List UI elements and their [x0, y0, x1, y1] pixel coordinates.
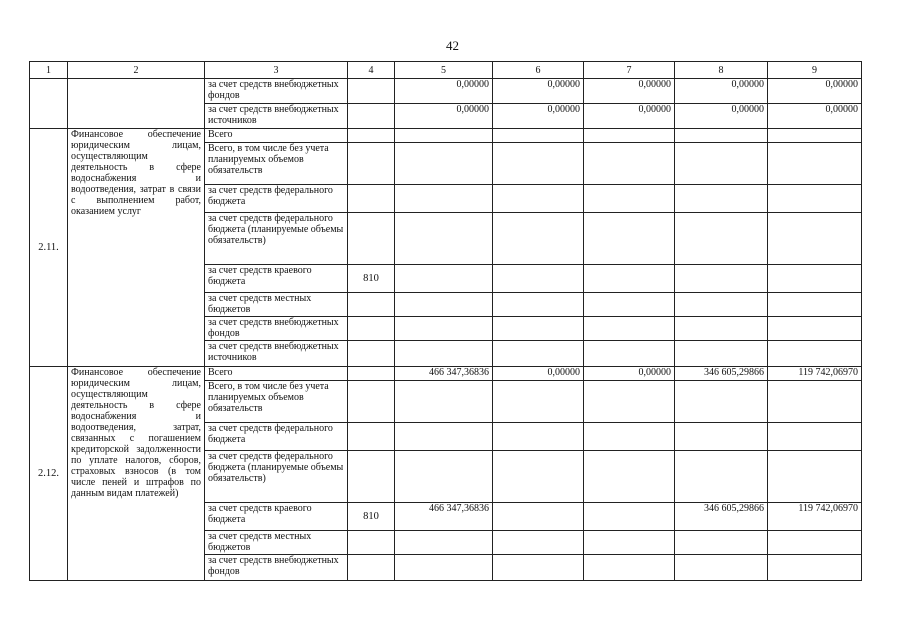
amount-cell: [584, 531, 675, 555]
budget-code: [348, 531, 395, 555]
amount-cell: [584, 317, 675, 341]
amount-cell: [675, 381, 768, 423]
budget-code: 810: [348, 503, 395, 531]
amount-cell: [675, 317, 768, 341]
budget-code: [348, 367, 395, 381]
budget-code: [348, 341, 395, 367]
amount-cell: 0,00000: [675, 79, 768, 104]
row-name-cell: [68, 79, 205, 129]
amount-cell: [768, 213, 862, 265]
amount-cell: [493, 213, 584, 265]
amount-cell: [675, 185, 768, 213]
funding-source-label: за счет средств краевого бюджета: [205, 503, 348, 531]
amount-cell: [768, 451, 862, 503]
funding-source-label: Всего, в том числе без учета планируемых объемов обязательств: [205, 381, 348, 423]
amount-cell: [768, 555, 862, 581]
amount-cell: [675, 341, 768, 367]
amount-cell: [395, 213, 493, 265]
amount-cell: [493, 531, 584, 555]
budget-code: [348, 143, 395, 185]
amount-cell: [768, 143, 862, 185]
amount-cell: [584, 451, 675, 503]
amount-cell: [768, 317, 862, 341]
budget-code: [348, 423, 395, 451]
amount-cell: [675, 531, 768, 555]
amount-cell: 466 347,36836: [395, 367, 493, 381]
amount-cell: [493, 265, 584, 293]
amount-cell: 346 605,29866: [675, 367, 768, 381]
amount-cell: 119 742,06970: [768, 503, 862, 531]
amount-cell: 0,00000: [493, 104, 584, 129]
amount-cell: [584, 555, 675, 581]
amount-cell: [493, 451, 584, 503]
funding-source-label: за счет средств краевого бюджета: [205, 265, 348, 293]
funding-source-label: за счет средств внебюджетных источников: [205, 104, 348, 129]
amount-cell: 119 742,06970: [768, 367, 862, 381]
amount-cell: [493, 143, 584, 185]
amount-cell: [675, 213, 768, 265]
column-header: 5: [395, 62, 493, 79]
amount-cell: [584, 503, 675, 531]
amount-cell: [493, 293, 584, 317]
amount-cell: [675, 451, 768, 503]
budget-code: [348, 317, 395, 341]
budget-table: [29, 61, 862, 581]
amount-cell: 466 347,36836: [395, 503, 493, 531]
funding-source-label: за счет средств внебюджетных источников: [205, 341, 348, 367]
amount-cell: [493, 341, 584, 367]
budget-code: [348, 293, 395, 317]
page-number: 42: [446, 38, 459, 53]
column-header: 2: [68, 62, 205, 79]
amount-cell: 0,00000: [768, 79, 862, 104]
budget-code: [348, 451, 395, 503]
funding-source-label: за счет средств внебюджетных фондов: [205, 555, 348, 581]
amount-cell: 0,00000: [584, 367, 675, 381]
budget-code: [348, 129, 395, 143]
amount-cell: 0,00000: [584, 104, 675, 129]
amount-cell: [493, 423, 584, 451]
amount-cell: [768, 129, 862, 143]
section-name: Финансовое обеспечение юридическим лицам, осуществляющим деятельность в сфере водоснабжения и водоотведения, затрат, связанных с погашением кредиторской задолженности по уплате налогов, сборов, страховых взносов (в том числе пеней и штрафов по данным видам платежей): [68, 367, 205, 581]
funding-source-label: за счет средств федерального бюджета (планируемые объемы обязательств): [205, 213, 348, 265]
amount-cell: [493, 317, 584, 341]
table-row: [30, 129, 862, 143]
funding-source-label: за счет средств внебюджетных фондов: [205, 79, 348, 104]
amount-cell: 346 605,29866: [675, 503, 768, 531]
amount-cell: 0,00000: [395, 104, 493, 129]
table-row: [30, 367, 862, 381]
amount-cell: [395, 381, 493, 423]
column-header: 1: [30, 62, 68, 79]
amount-cell: [395, 317, 493, 341]
funding-source-label: за счет средств местных бюджетов: [205, 293, 348, 317]
amount-cell: [768, 423, 862, 451]
section-number: 2.11.: [30, 129, 68, 367]
amount-cell: [395, 341, 493, 367]
amount-cell: [584, 381, 675, 423]
amount-cell: [584, 265, 675, 293]
funding-source-label: Всего: [205, 129, 348, 143]
amount-cell: [395, 143, 493, 185]
amount-cell: [768, 185, 862, 213]
amount-cell: [395, 265, 493, 293]
amount-cell: [493, 503, 584, 531]
amount-cell: 0,00000: [675, 104, 768, 129]
funding-source-label: Всего: [205, 367, 348, 381]
amount-cell: [395, 555, 493, 581]
amount-cell: [395, 129, 493, 143]
amount-cell: [584, 341, 675, 367]
amount-cell: [768, 531, 862, 555]
amount-cell: 0,00000: [584, 79, 675, 104]
header-row: [30, 62, 862, 79]
column-header: 3: [205, 62, 348, 79]
amount-cell: [493, 185, 584, 213]
funding-source-label: за счет средств федерального бюджета (планируемые объемы обязательств): [205, 451, 348, 503]
amount-cell: [584, 143, 675, 185]
amount-cell: [395, 451, 493, 503]
amount-cell: [493, 129, 584, 143]
amount-cell: [675, 555, 768, 581]
section-name: Финансовое обеспечение юридическим лицам, осуществляющим деятельность в сфере водоснабжения и водоотведения, затрат в связи с выполнением работ, оказанием услуг: [68, 129, 205, 367]
amount-cell: [493, 381, 584, 423]
amount-cell: [584, 129, 675, 143]
amount-cell: [768, 341, 862, 367]
amount-cell: [584, 185, 675, 213]
funding-source-label: за счет средств федерального бюджета: [205, 423, 348, 451]
amount-cell: [584, 213, 675, 265]
table-row: [30, 79, 862, 104]
budget-code: 810: [348, 265, 395, 293]
row-number-cell: [30, 79, 68, 129]
funding-source-label: за счет средств внебюджетных фондов: [205, 317, 348, 341]
column-header: 7: [584, 62, 675, 79]
budget-code: [348, 381, 395, 423]
amount-cell: [675, 143, 768, 185]
amount-cell: [675, 265, 768, 293]
column-header: 9: [768, 62, 862, 79]
budget-code: [348, 104, 395, 129]
column-header: 4: [348, 62, 395, 79]
amount-cell: [768, 265, 862, 293]
amount-cell: 0,00000: [493, 367, 584, 381]
amount-cell: 0,00000: [768, 104, 862, 129]
funding-source-label: Всего, в том числе без учета планируемых объемов обязательств: [205, 143, 348, 185]
budget-code: [348, 79, 395, 104]
amount-cell: [395, 531, 493, 555]
funding-source-label: за счет средств федерального бюджета: [205, 185, 348, 213]
amount-cell: [395, 185, 493, 213]
section-number: 2.12.: [30, 367, 68, 581]
amount-cell: [584, 293, 675, 317]
budget-code: [348, 213, 395, 265]
amount-cell: 0,00000: [395, 79, 493, 104]
amount-cell: [675, 293, 768, 317]
budget-code: [348, 185, 395, 213]
column-header: 6: [493, 62, 584, 79]
amount-cell: [584, 423, 675, 451]
amount-cell: [768, 293, 862, 317]
amount-cell: 0,00000: [493, 79, 584, 104]
amount-cell: [395, 293, 493, 317]
amount-cell: [675, 423, 768, 451]
funding-source-label: за счет средств местных бюджетов: [205, 531, 348, 555]
amount-cell: [675, 129, 768, 143]
amount-cell: [768, 381, 862, 423]
amount-cell: [395, 423, 493, 451]
amount-cell: [493, 555, 584, 581]
column-header: 8: [675, 62, 768, 79]
budget-code: [348, 555, 395, 581]
